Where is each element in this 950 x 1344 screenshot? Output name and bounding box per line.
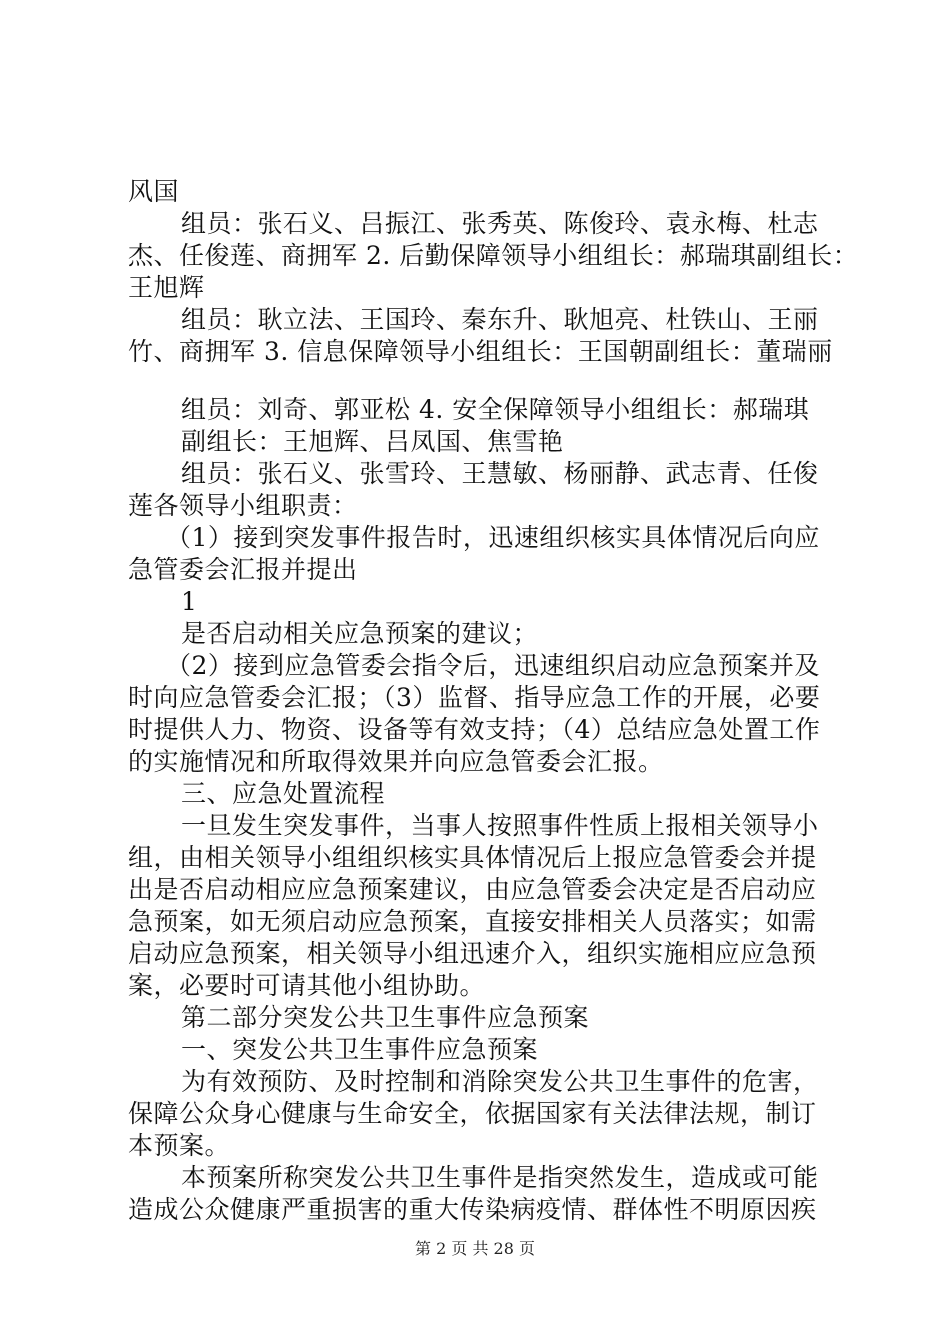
text-line: 是否启动相关应急预案的建议；	[181, 619, 539, 648]
page-footer: 第 2 页 共 28 页	[415, 1239, 535, 1258]
text-line: （2）接到应急管委会指令后，迅速组织启动应急预案并及	[166, 651, 820, 680]
text-line: 组员：刘奇、郭亚松 4. 安全保障领导小组组长：郝瑞琪	[181, 395, 810, 424]
text-line: 急管委会汇报并提出	[128, 555, 358, 584]
text-line: 竹、商拥军 3. 信息保障领导小组组长：王国朝副组长：董瑞丽	[128, 337, 833, 366]
text-line: 保障公众身心健康与生命安全，依据国家有关法律法规，制订	[128, 1099, 817, 1128]
text-line: 组员：张石义、张雪玲、王慧敏、杨丽静、武志青、任俊	[181, 459, 819, 488]
text-line: 王旭辉	[128, 273, 205, 302]
text-line: 案，必要时可请其他小组协助。	[128, 971, 486, 1000]
text-line: 为有效预防、及时控制和消除突发公共卫生事件的危害，	[181, 1067, 819, 1096]
text-line: 副组长：王旭辉、吕凤国、焦雪艳	[181, 427, 564, 456]
text-line: 组员：耿立法、王国玲、秦东升、耿旭亮、杜铁山、王丽	[181, 305, 819, 334]
text-line: 组员：张石义、吕振江、张秀英、陈俊玲、袁永梅、杜志	[181, 209, 819, 238]
text-line: 杰、任俊莲、商拥军 2. 后勤保障领导小组组长：郝瑞琪副组长：	[128, 241, 859, 270]
text-line: 风国	[128, 177, 180, 206]
text-line: 莲各领导小组职责：	[128, 491, 358, 520]
section-heading: 三、应急处置流程	[181, 779, 386, 808]
section-heading: 一、突发公共卫生事件应急预案	[181, 1035, 539, 1064]
text-line: 组，由相关领导小组组织核实具体情况后上报应急管委会并提	[128, 843, 817, 872]
text-line: （1）接到突发事件报告时，迅速组织核实具体情况后向应	[166, 523, 820, 552]
text-line: 一旦发生突发事件，当事人按照事件性质上报相关领导小	[181, 811, 819, 840]
text-line: 启动应急预案，相关领导小组迅速介入，组织实施相应应急预	[128, 939, 817, 968]
part-heading: 第二部分突发公共卫生事件应急预案	[181, 1003, 590, 1032]
page-marker: 1	[181, 587, 198, 616]
text-line: 出是否启动相应应急预案建议，由应急管委会决定是否启动应	[128, 875, 817, 904]
text-line: 本预案。	[128, 1131, 231, 1160]
text-line: 时提供人力、物资、设备等有效支持；（4）总结应急处置工作	[128, 715, 821, 744]
text-line: 急预案，如无须启动应急预案，直接安排相关人员落实；如需	[128, 907, 817, 936]
text-line: 造成公众健康严重损害的重大传染病疫情、群体性不明原因疾	[128, 1195, 817, 1224]
text-line: 的实施情况和所取得效果并向应急管委会汇报。	[128, 747, 664, 776]
text-line: 时向应急管委会汇报；（3）监督、指导应急工作的开展，必要	[128, 683, 821, 712]
text-line: 本预案所称突发公共卫生事件是指突然发生，造成或可能	[181, 1163, 819, 1192]
